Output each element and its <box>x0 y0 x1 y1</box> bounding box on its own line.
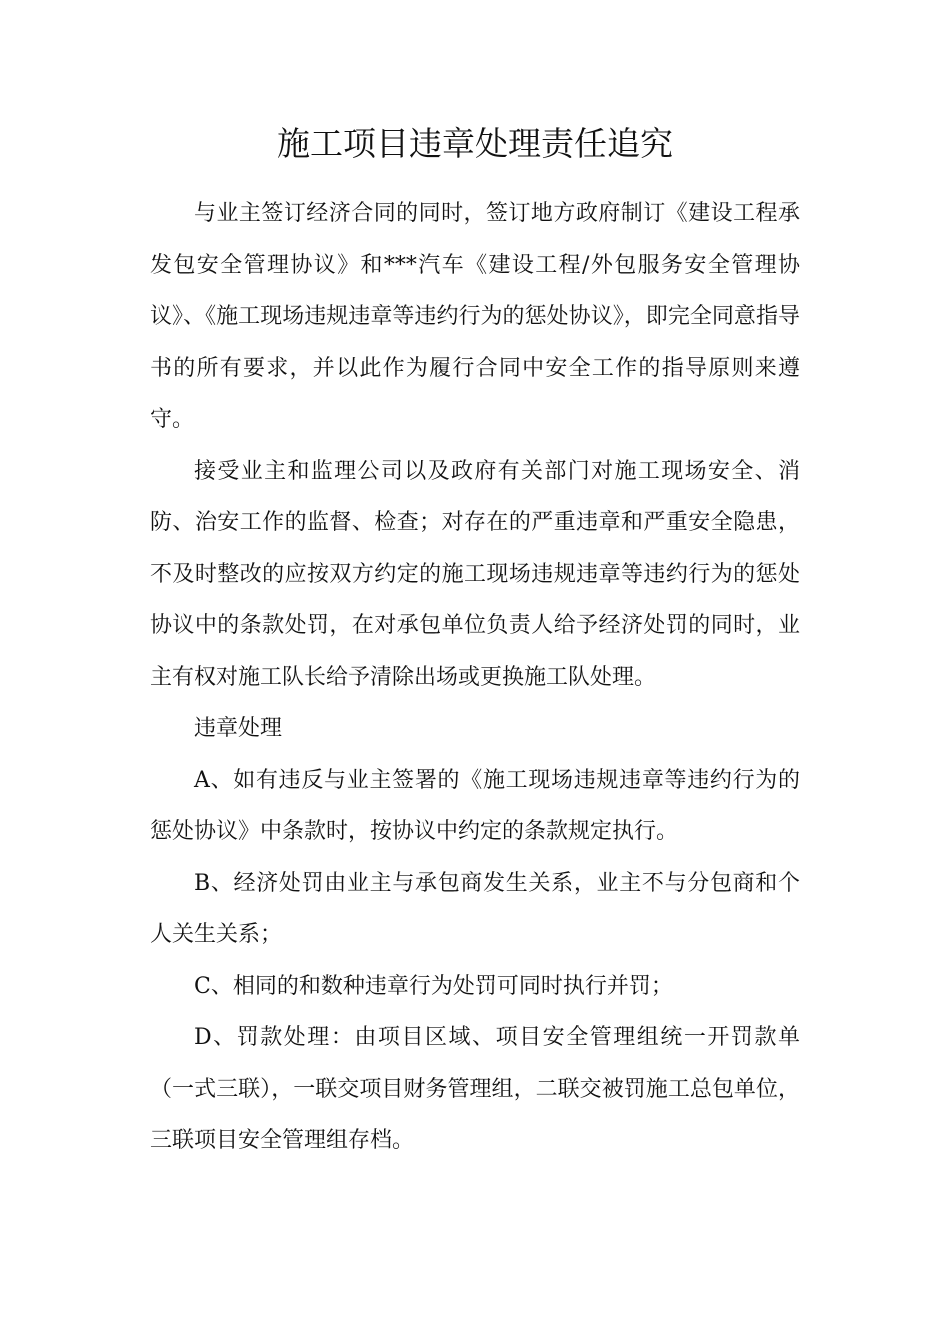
paragraph-item-a: A、如有违反与业主签署的《施工现场违规违章等违约行为的惩处协议》中条款时，按协议中约定的条款规定执行。 <box>150 767 800 844</box>
paragraph-contract-agreement: 与业主签订经济合同的同时，签订地方政府制订《建设工程承发包安全管理协议》和***汽车《建设工程/外包服务安全管理协议》、《施工现场违规违章等违约行为的惩处协议》，即完全同意指导书的所有要求，并以此作为履行合同中安全工作的指导原则来遵守。 <box>150 201 800 432</box>
document-title: 施工项目违章处理责任追究 <box>277 124 673 163</box>
paragraph-item-d: D、罚款处理：由项目区域、项目安全管理组统一开罚款单（一式三联），一联交项目财务管理组，二联交被罚施工总包单位，三联项目安全管理组存档。 <box>150 1025 800 1153</box>
paragraph-item-c: C、相同的和数种违章行为处罚可同时执行并罚； <box>194 973 673 999</box>
paragraph-supervision: 接受业主和监理公司以及政府有关部门对施工现场安全、消防、治安工作的监督、检查；对存在的严重违章和严重安全隐患，不及时整改的应按双方约定的施工现场违规违章等违约行为的惩处协议中的条款处罚，在对承包单位负责人给予经济处罚的同时，业主有权对施工队长给予清除出场或更换施工队处理。 <box>150 458 800 690</box>
paragraph-item-b: B、经济处罚由业主与承包商发生关系，业主不与分包商和个人关生关系； <box>150 870 800 947</box>
section-heading-violation-handling: 违章处理 <box>194 716 283 741</box>
document-body <box>150 188 800 1167</box>
